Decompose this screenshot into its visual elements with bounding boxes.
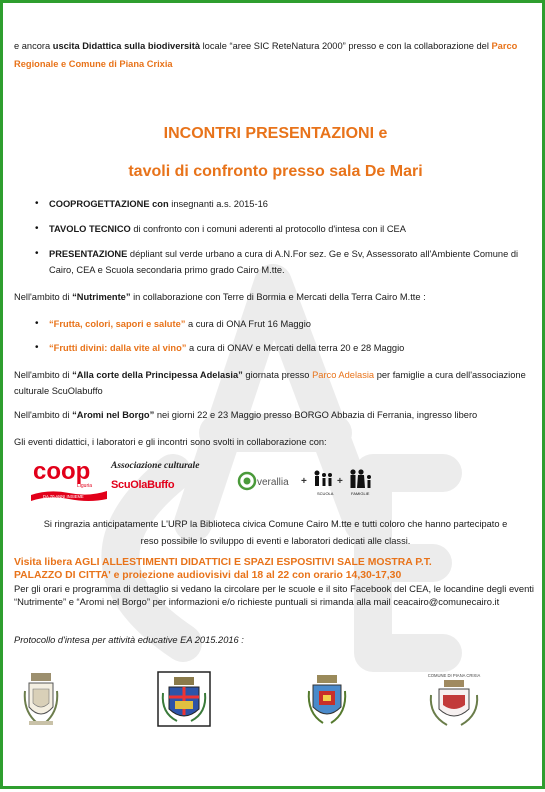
family-caption: FAMIGLIE [351,491,370,496]
nutri-item-text: a cura di ONAV e Mercati della terra 20 e 28 Maggio [186,343,405,353]
scuolabuffo-logo [111,461,215,501]
thanks-line-2: reso possibile lo sviluppo di eventi e laboratori dedicati alle classi. [140,536,411,546]
bullet-text: di confronto con i comuni aderenti al protocollo d'intesa con il CEA [130,224,406,234]
title-line-1: INCONTRI PRESENTAZIONI e [163,125,388,142]
aromi-lead: Nell'ambito di [14,410,73,420]
coop-logo [29,455,109,503]
crest-3 [305,673,349,727]
nutri-item-title: “Frutti divini: dalla vite al vino” [49,343,187,353]
nutrimente-text: in collaborazione con Terre di Bormia e Mercati della Terra Cairo M.tte : [130,292,426,302]
collaboration-line: Gli eventi didattici, i laboratori e gli incontri sono svolti in collaborazione con: [14,437,327,447]
adelasia-paragraph [14,367,534,399]
visit-line-2: PALAZZO DI CITTA' e proiezione audiovisivi dal 18 al 22 con orario 14,30-17,30 [14,570,402,581]
plus-icon: + [301,476,307,487]
bullet-bold: PRESENTAZIONE [49,249,128,259]
intro-didactic-trip: uscita Didattica sulla biodiversità [52,41,201,51]
bullet-text: dépliant sul verde urbano a cura di A.N.For sez. Ge e Sv, Assessorato all'Ambiente Comune di Cairo, CEA e Scuola secondaria primo grado Cairo M.tte. [49,249,519,275]
nutri-item-title: “Frutta, colori, sapori e salute” [49,319,186,329]
school-figures-icon [315,471,333,487]
intro-paragraph [14,37,534,73]
crest-2 [157,671,211,727]
bullet-bold: COOPROGETTAZIONE con [49,199,169,209]
school-caption: SCUOLA [317,491,334,496]
aromi-paragraph [14,406,534,424]
crest-2-icon [157,671,211,727]
coop-region: Liguria [77,483,93,489]
crest-4-icon [423,671,485,729]
crest-3-icon [305,673,349,727]
intro-park-link: Parco Regionale e Comune di Piana Crixia [14,41,518,69]
adelasia-lead: Nell'ambito di [14,370,73,380]
visit-line-1: Visita libera AGLI ALLESTIMENTI DIDATTICI E SPAZI ESPOSITIVI SALE MOSTRA P.T. [14,557,432,568]
thanks-line-1: Si ringrazia anticipatamente L'URP la Biblioteca civica Comune Cairo M.tte e tutti coloro che hanno partecipato e [43,519,508,529]
adelasia-name: “Alla corte della Principessa Adelasia” [72,370,243,380]
meetings-list [49,196,529,278]
school-family-graphic [301,466,381,500]
visit-details: Per gli orari e programma di dettaglio si vedano la circolare per le scuole e il sito Facebook del CEA, le locandine degli eventi “Nutrimente” e “Aromi nel Borgo” per informazioni e/o richieste puntuali si rimanda alla mail ceacairo@comunecairo.it [14,583,534,607]
bullet-text: insegnanti a.s. 2015-16 [168,199,268,209]
aromi-name: “Aromi nel Borgo” [72,410,155,420]
bullet-bold: TAVOLO TECNICO [49,224,131,234]
nutri-item-text: a cura di ONA Frut 16 Maggio [185,319,311,329]
coop-wordmark: coop [33,458,91,485]
assoc-name: ScuOlaBuffo [111,479,175,491]
crest-1 [23,671,59,729]
list-item [49,221,529,237]
nutrimente-lead: Nell'ambito di [14,292,73,302]
coop-logo-graphic [29,455,109,503]
nutrimente-name: “Nutrimente” [72,292,131,302]
coop-tagline: DA 70 ANNI INSIEME [43,494,84,499]
crest-1-icon [23,671,59,729]
adelasia-park: Parco Adelasia [312,370,375,380]
verallia-logo-graphic [237,466,301,496]
crest-4 [423,671,485,729]
list-item [49,340,529,356]
list-item [49,246,529,278]
verallia-dot-icon [244,478,251,485]
title-line-2: tavoli di confronto presso sala De Mari [128,163,423,180]
intro-lead: e ancora [14,41,53,51]
adelasia-text: per famiglie a cura dell'associazione culturale ScuOlabuffo [14,370,526,396]
intro-mid: locale “aree SIC ReteNatura 2000” presso e con la collaborazione del [200,41,492,51]
family-figures-icon [350,469,371,488]
aromi-text: nei giorni 22 e 23 Maggio presso BORGO Abbazia di Ferrania, ingresso libero [154,410,478,420]
verallia-wordmark: verallia [257,477,289,488]
plus-icon-2: + [337,476,343,487]
protocol-line: Protocollo d'intesa per attività educative EA 2015.2016 : [14,635,244,645]
list-item [49,196,529,212]
crest-4-caption: COMUNE DI PIANA CRIXIA [427,673,481,678]
assoc-label: Associazione culturale [111,461,200,471]
list-item [49,316,529,332]
nutrimente-list [49,316,529,356]
school-family-logo [301,466,381,500]
verallia-logo [237,466,301,496]
nutrimente-paragraph [14,288,534,306]
adelasia-mid: giornata presso [242,370,313,380]
